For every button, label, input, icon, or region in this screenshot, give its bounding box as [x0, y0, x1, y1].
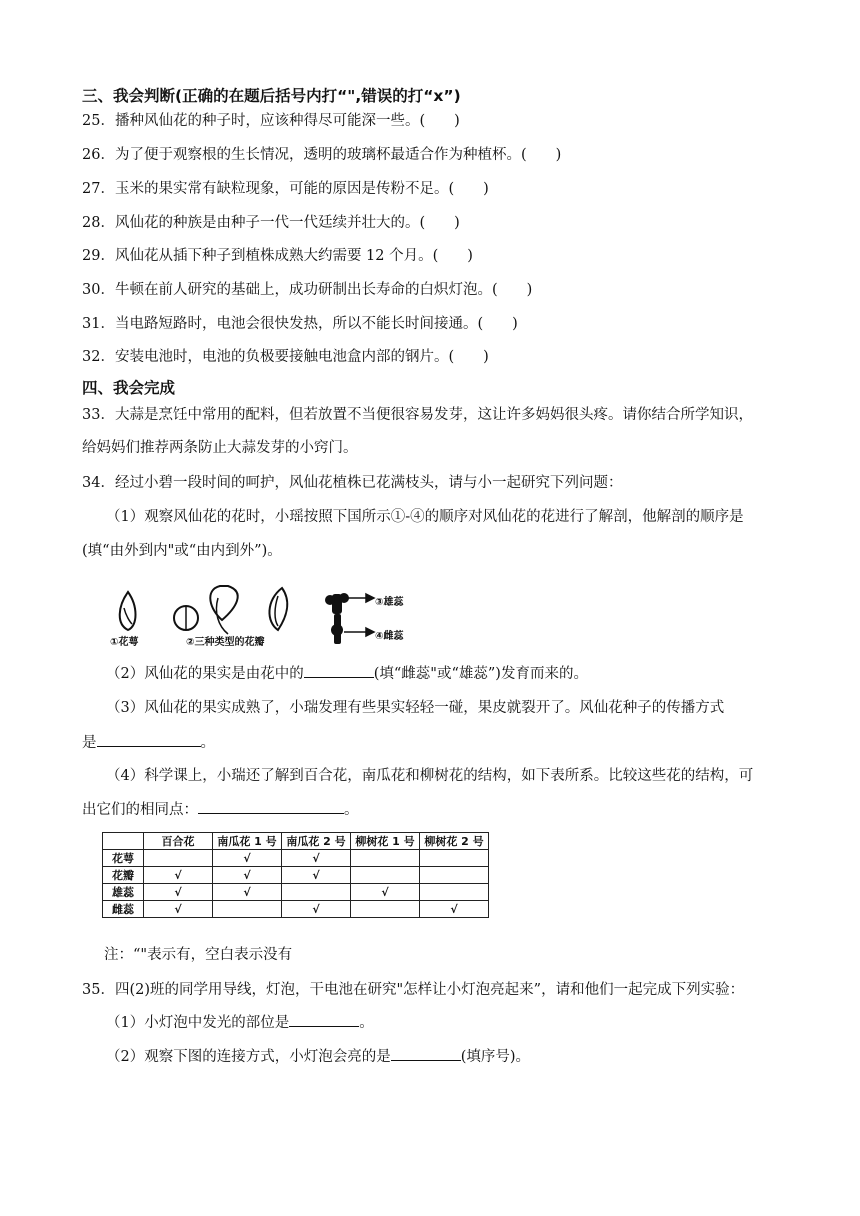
question-34-1-line1: （1）观察风仙花的花时，小瑶按照下国所示①-④的顺序对风仙花的花进行了解剖，他解剖的顺序是 [106, 509, 744, 525]
table-cell [282, 884, 351, 901]
question-34-3-line2: 是 。 [82, 732, 215, 754]
question-33-line2: 给妈妈们推荐两条防止大蒜发芽的小窍门。 [82, 440, 358, 456]
table-cell: √ [282, 901, 351, 918]
sepal-label: ①花萼 [110, 637, 139, 648]
table-note: 注：“"表示有，空白表示没有 [104, 947, 293, 963]
question-33-line1: 33．大蒜是烹饪中常用的配料，但若放置不当便很容易发芽，这让许多妈妈很头疼。请你结合所学知识， [82, 407, 753, 423]
table-cell: √ [213, 867, 282, 884]
question-35-intro: 35．四(2)班的同学用导线，灯泡，干电池在研究"怎样让小灯泡亮起来”，请和他们一起完成下列实验： [82, 982, 745, 998]
table-cell: √ [144, 867, 213, 884]
table-cell: √ [213, 850, 282, 867]
petals-label: ②三种类型的花瓣 [186, 637, 265, 648]
sepal-drawing [120, 592, 136, 630]
table-row [103, 867, 489, 884]
table-cell: √ [213, 884, 282, 901]
table-cell: √ [420, 901, 489, 918]
table-cell: 花瓣 [103, 867, 144, 884]
table-cell [420, 850, 489, 867]
table-cell: √ [282, 867, 351, 884]
question-34-2: （2）风仙花的果实是由花中的 (填“雌蕊"或“雄蕊”)发育而来的。 [106, 663, 588, 685]
answer-blank-34-2[interactable] [304, 663, 374, 678]
table-cell [351, 901, 420, 918]
table-header-cell: 南瓜花 1 号 [213, 833, 282, 850]
table-cell [144, 850, 213, 867]
table-cell [351, 850, 420, 867]
table-cell: √ [351, 884, 420, 901]
question-32: 32．安装电池时，电池的负极要接触电池盒内部的钢片。( ) [82, 349, 489, 365]
question-28: 28．风仙花的种族是由种子一代一代廷续并壮大的。( ) [82, 215, 460, 231]
question-34-1-line2: (填“由外到内"或“由内到外”)。 [82, 543, 282, 559]
table-cell: 花萼 [103, 850, 144, 867]
section3-title: 三、我会判断(正确的在题后括号内打“",错误的打“x”) [82, 87, 461, 105]
table-header-row [103, 833, 489, 850]
table-row [103, 850, 489, 867]
question-25: 25．播种风仙花的种子时，应该种得尽可能深一些。( ) [82, 113, 460, 129]
stamen-pistil-drawing [325, 593, 349, 644]
answer-blank-34-4[interactable] [198, 799, 344, 814]
question-34-4-line2: 出它们的相同点： 。 [82, 799, 359, 821]
table-cell: √ [144, 884, 213, 901]
answer-blank-35-1[interactable] [289, 1012, 359, 1027]
table-row [103, 884, 489, 901]
table-row [103, 901, 489, 918]
question-35-1: （1）小灯泡中发光的部位是 。 [106, 1012, 374, 1034]
table-cell: √ [282, 850, 351, 867]
question-27: 27．玉米的果实常有缺粒现象，可能的原因是传粉不足。( ) [82, 181, 489, 197]
answer-blank-35-2[interactable] [391, 1046, 461, 1061]
question-29: 29．风仙花从插下种子到植株成熟大约需要 12 个月。( ) [82, 248, 473, 264]
table-cell [420, 884, 489, 901]
table-header-cell: 南瓜花 2 号 [282, 833, 351, 850]
table-header-cell [103, 833, 144, 850]
question-34-intro: 34．经过小碧一段时间的呵护，风仙花植株已花满枝头，请与小一起研究下列问题： [82, 475, 623, 491]
flower-structure-table-wrap [102, 832, 489, 918]
stamen-label: ③雄蕊 [375, 597, 404, 608]
table-cell [351, 867, 420, 884]
table-header-cell: 柳树花 1 号 [351, 833, 420, 850]
table-header-cell: 柳树花 2 号 [420, 833, 489, 850]
table-cell: 雄蕊 [103, 884, 144, 901]
table-cell [420, 867, 489, 884]
answer-blank-34-3[interactable] [97, 732, 201, 747]
table-cell [213, 901, 282, 918]
question-35-2: （2）观察下图的连接方式，小灯泡会亮的是 (填序号)。 [106, 1046, 530, 1068]
section4-title: 四、我会完成 [82, 379, 176, 397]
table-header-cell: 百合花 [144, 833, 213, 850]
petal-drawing-3 [269, 588, 287, 630]
question-34-3-line1: （3）风仙花的果实成熟了，小瑞发理有些果实轻轻一碰，果皮就裂开了。风仙花种子的传播方式 [106, 700, 725, 716]
table-cell: 雌蕊 [103, 901, 144, 918]
question-34-4-line1: （4）科学课上，小瑞还了解到百合花，南瓜花和柳树花的结构，如下表所系。比较这些花的结构，可 [106, 768, 754, 784]
question-30: 30．牛顿在前人研究的基础上，成功研制出长寿命的白炽灯泡。( ) [82, 282, 533, 298]
pistil-label: ④雌蕊 [375, 631, 404, 642]
table-cell: √ [144, 901, 213, 918]
question-31: 31．当电路短路时，电池会很快发热，所以不能长时间接通。( ) [82, 316, 518, 332]
flower-structure-table [102, 832, 489, 918]
petal-drawing-2 [210, 586, 237, 620]
question-26: 26．为了便于观察根的生长情况，透明的玻璃杯最适合作为种植杯。( ) [82, 147, 562, 163]
